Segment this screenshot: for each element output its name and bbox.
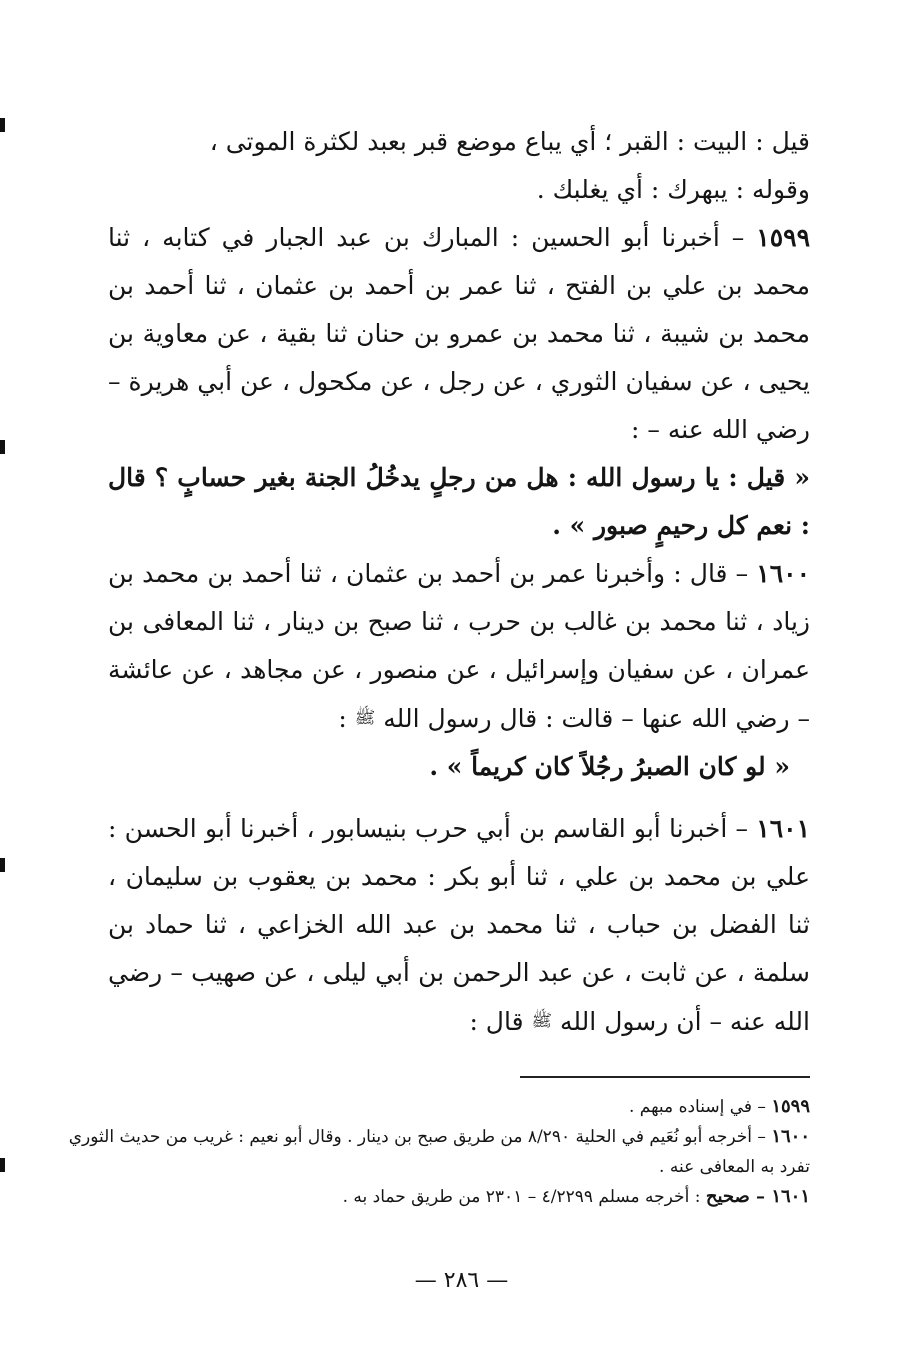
scan-edge-mark [0,1158,5,1172]
intro-line-1: قيل : البيت : القبر ؛ أي يباع موضع قبر بعبد لكثرة الموتى ، [209,127,810,156]
footnote-divider [520,1076,810,1078]
footnote-number: ١٦٠٠ [771,1126,810,1147]
footnote-text: : أخرجه مسلم ٤/٢٢٩٩ – ٢٣٠١ من طريق حماد به . [342,1187,706,1207]
footnote-1599 [58,1092,810,1122]
footnote-number: ١٦٠١ – صحيح [705,1186,810,1207]
hadith-number: ١٦٠٠ [756,559,810,588]
hadith-1600-matn: « لو كان الصبرُ رجُلاً كان كريماً » . [429,752,790,781]
footnote-number: ١٥٩٩ [771,1096,810,1117]
hadith-1600 [108,550,810,743]
hadith-number: ١٦٠١ [756,814,810,843]
scan-edge-mark [0,440,5,454]
isnad-end: قال : [469,1007,532,1036]
intro-paragraph [108,118,810,214]
salutation-glyph: ﷺ [354,708,376,728]
footnote-text: – أخرجه أبو نُعَيم في الحلية ٨/٢٩٠ من طريق صبح بن دينار . وقال أبو نعيم : غريب من حديث الثوري تفرد به المعافى عنه . [68,1127,810,1177]
footnote-text: – في إسناده مبهم . [628,1097,772,1117]
scan-edge-mark [0,858,5,872]
scan-edge-mark [0,118,5,132]
hadith-1599-matn: « قيل : يا رسول الله : هل من رجلٍ يدخُلُ الجنة بغير حسابٍ ؟ قال : نعم كل رحيمٍ صبور » . [108,463,810,540]
hadith-1599 [108,214,810,454]
hadith-1601 [108,805,810,1046]
hadith-isnad: – أخبرنا أبو الحسين : المبارك بن عبد الجبار في كتابه ، ثنا محمد بن علي بن الفتح ، ثنا عمر بن أحمد بن عثمان ، ثنا أحمد بن محمد بن شيبة ، ثنا محمد بن عمرو بن حنان ثنا بقية ، عن معاوية بن يحيى ، عن سفيان الثوري ، عن رجل ، عن مكحول ، عن أبي هريرة – رضي الله عنه – : [108,223,810,444]
page-number: — ٢٨٦ — [414,1268,509,1293]
salutation-glyph: ﷺ [531,1011,553,1031]
main-text [108,118,810,1046]
hadith-number: ١٥٩٩ [756,223,810,252]
isnad-end: : [338,704,355,733]
hadith-isnad: – أخبرنا أبو القاسم بن أبي حرب بنيسابور ، أخبرنا أبو الحسن : علي بن محمد بن علي ، ثنا أبو بكر : محمد بن يعقوب بن سليمان ، ثنا الفضل بن حباب ، ثنا محمد بن عبد الله الخزاعي ، ثنا حماد بن سلمة ، عن ثابت ، عن عبد الرحمن بن أبي ليلى ، عن صهيب – رضي الله عنه – أن رسول الله [108,814,810,1036]
intro-line-2: وقوله : يبهرك : أي يغلبك . [536,175,810,204]
footnote-1600 [58,1122,810,1182]
hadith-isnad: – قال : وأخبرنا عمر بن أحمد بن عثمان ، ثنا أحمد بن محمد بن زياد ، ثنا محمد بن غالب بن حرب ، ثنا صبح بن دينار ، ثنا المعافى بن عمران ، عن سفيان وإسرائيل ، عن منصور ، عن مجاهد ، عن عائشة – رضي الله عنها – قالت : قال رسول الله [108,559,810,733]
footnotes [58,1092,810,1212]
footnote-1601 [58,1182,810,1212]
